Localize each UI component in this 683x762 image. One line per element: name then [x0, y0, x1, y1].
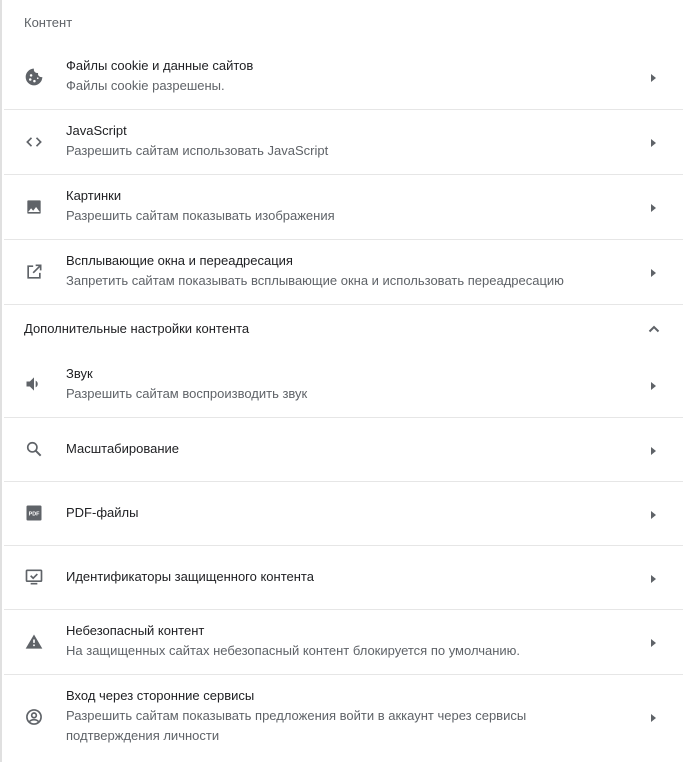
settings-row-subtitle: подтверждения личности: [66, 728, 220, 743]
chevron-right-icon: [647, 71, 659, 83]
chevron-right-icon: [647, 636, 659, 648]
settings-row-insecure-content[interactable]: [4, 610, 683, 675]
chevron-right-icon: [647, 711, 659, 723]
svg-text:PDF: PDF: [28, 511, 40, 518]
settings-row-title: JavaScript: [66, 123, 127, 138]
settings-row-title: Картинки: [66, 188, 122, 203]
settings-row-third-party-signin[interactable]: [4, 675, 683, 762]
settings-row-zoom[interactable]: [4, 418, 683, 482]
cookie-icon: [24, 67, 44, 87]
settings-row-protected-content[interactable]: [4, 546, 683, 610]
protected-content-icon: [24, 567, 44, 587]
chevron-right-icon: [647, 379, 659, 391]
settings-row-title: Файлы cookie и данные сайтов: [66, 58, 254, 73]
settings-row-title: Масштабирование: [66, 441, 180, 456]
settings-row-title: Небезопасный контент: [66, 623, 205, 638]
settings-row-title: Вход через сторонние сервисы: [66, 688, 255, 703]
search-icon: [24, 439, 44, 459]
volume-icon: [24, 374, 44, 394]
content-section-header: Контент: [24, 15, 73, 30]
settings-row-javascript[interactable]: [4, 110, 683, 175]
settings-row-subtitle: Файлы cookie разрешены.: [66, 78, 225, 93]
settings-row-subtitle: Запретить сайтам показывать всплывающие окна и использовать переадресацию: [66, 273, 564, 288]
additional-settings-header[interactable]: Дополнительные настройки контента: [24, 321, 250, 336]
settings-row-subtitle: Разрешить сайтам использовать JavaScript: [66, 143, 329, 158]
pdf-icon: [24, 503, 44, 523]
settings-row-images[interactable]: [4, 175, 683, 240]
image-icon: [24, 197, 44, 217]
settings-row-title: Идентификаторы защищенного контента: [66, 569, 314, 584]
settings-row-subtitle: Разрешить сайтам воспроизводить звук: [66, 386, 308, 401]
settings-row-cookies[interactable]: [4, 45, 683, 110]
settings-row-title: PDF-файлы: [66, 505, 139, 520]
code-icon: [24, 132, 44, 152]
chevron-right-icon: [647, 444, 659, 456]
chevron-right-icon: [647, 136, 659, 148]
chevron-right-icon: [647, 201, 659, 213]
settings-row-subtitle: На защищенных сайтах небезопасный контент блокируется по умолчанию.: [66, 643, 521, 658]
settings-row-popups[interactable]: [4, 240, 683, 305]
chevron-right-icon: [647, 266, 659, 278]
chevron-right-icon: [647, 508, 659, 520]
chevron-right-icon: [647, 572, 659, 584]
settings-row-subtitle: Разрешить сайтам показывать предложения войти в аккаунт через сервисы: [66, 708, 527, 723]
settings-row-pdf[interactable]: [4, 482, 683, 546]
settings-row-title: Всплывающие окна и переадресация: [66, 253, 293, 268]
warning-icon: [24, 632, 44, 652]
account-circle-icon: [24, 707, 44, 727]
open-in-new-icon: [24, 262, 44, 282]
settings-row-title: Звук: [66, 366, 93, 381]
settings-row-sound[interactable]: [4, 353, 683, 418]
chevron-up-icon[interactable]: [647, 322, 661, 336]
settings-row-subtitle: Разрешить сайтам показывать изображения: [66, 208, 335, 223]
